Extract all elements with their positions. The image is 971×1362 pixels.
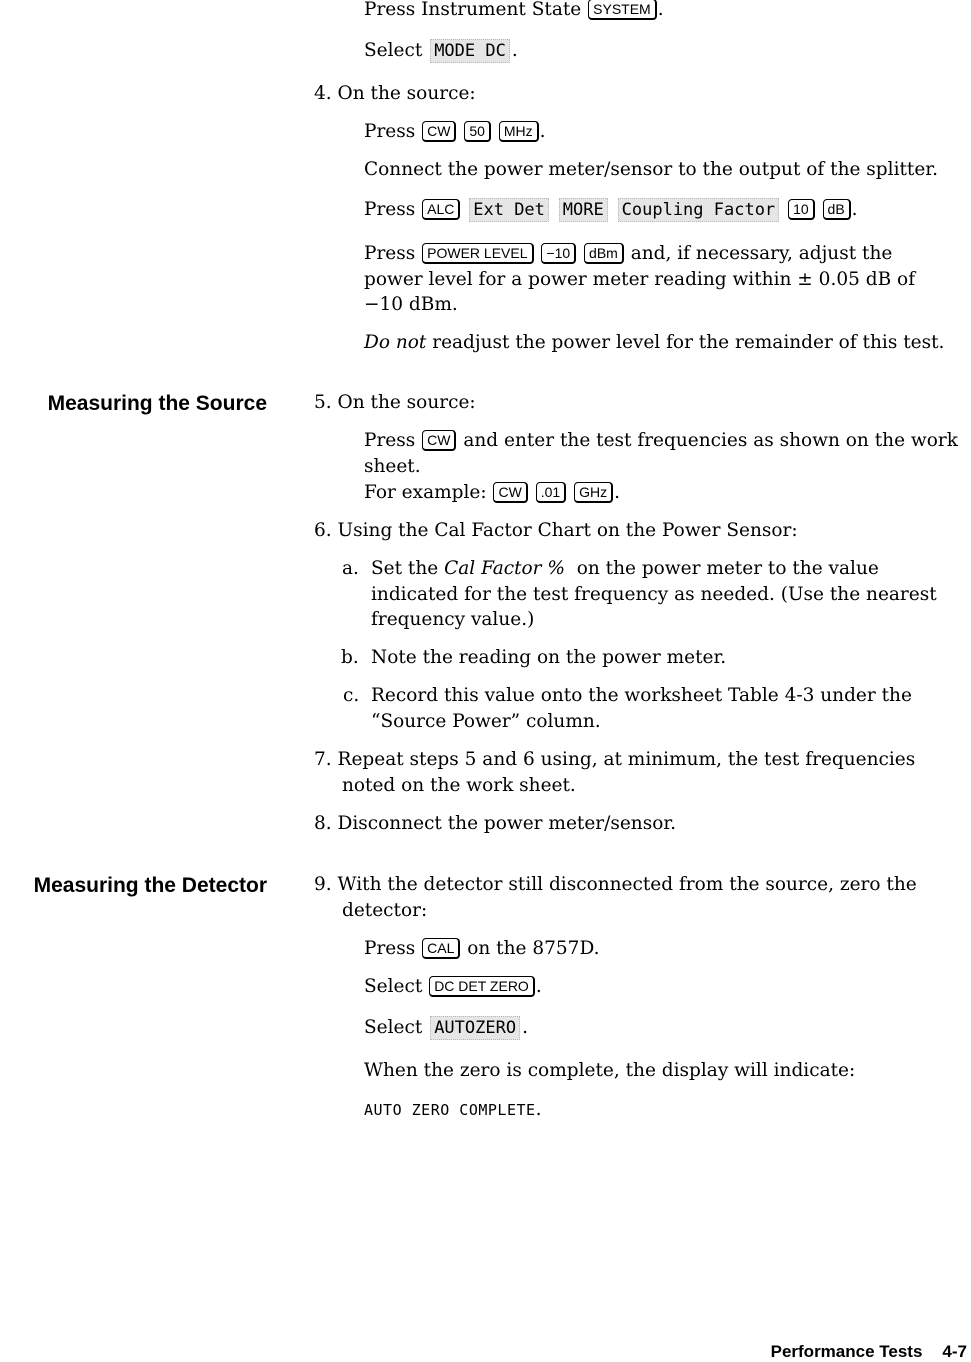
line-press-alc: Press ALC Ext Det MORE Coupling Factor 10 dB . bbox=[364, 199, 858, 220]
point01-key[interactable]: .01 bbox=[536, 482, 566, 503]
step-6c-label: c. bbox=[343, 685, 360, 706]
step-4: 4. On the source: bbox=[314, 83, 476, 104]
cw-key-step5[interactable]: CW bbox=[422, 430, 456, 451]
line-when-complete: When the zero is complete, the display will indicate: bbox=[364, 1060, 856, 1081]
mhz-key[interactable]: MHz bbox=[499, 121, 539, 142]
line-power-level-reading: power level for a power meter reading within ± 0.05 dB of bbox=[364, 269, 916, 290]
line-select-autozero: Select AUTOZERO . bbox=[364, 1017, 528, 1038]
step-6a-line3: frequency value.) bbox=[371, 609, 535, 630]
line-minus10-dbm: −10 dBm. bbox=[364, 294, 458, 315]
step-6a-label: a. bbox=[342, 558, 359, 579]
cal-key[interactable]: CAL bbox=[422, 938, 460, 959]
line-press-cw-50-mhz: Press CW 50 MHz . bbox=[364, 121, 546, 142]
line-select-dc-det-zero: Select DC DET ZERO . bbox=[364, 976, 542, 997]
line-do-not-readjust: Do not readjust the power level for the remainder of this test. bbox=[364, 332, 945, 353]
power-level-key[interactable]: POWER LEVEL bbox=[422, 243, 533, 264]
line-press-cw-enter: Press CW and enter the test frequencies as shown on the work bbox=[364, 430, 958, 451]
heading-measuring-detector: Measuring the Detector bbox=[33, 874, 267, 897]
alc-key[interactable]: ALC bbox=[422, 199, 460, 220]
step-6a-line1: Set the Cal Factor % on the power meter to the value bbox=[371, 558, 879, 579]
line-sheet: sheet. bbox=[364, 456, 421, 477]
page-footer bbox=[771, 1342, 967, 1362]
step-6c-line2: “Source Power” column. bbox=[371, 711, 601, 732]
line-press-cal: Press CAL on the 8757D. bbox=[364, 938, 600, 959]
dc-det-zero-key[interactable]: DC DET ZERO bbox=[429, 976, 535, 997]
coupling-factor-softkey[interactable]: Coupling Factor bbox=[618, 198, 780, 222]
dbm-key[interactable]: dBm bbox=[584, 243, 624, 264]
display-message: AUTO ZERO COMPLETE bbox=[364, 1101, 536, 1119]
db-key[interactable]: dB bbox=[823, 199, 851, 220]
step-6a-line2: indicated for the test frequency as needed. (Use the nearest bbox=[371, 584, 937, 605]
50-key[interactable]: 50 bbox=[464, 121, 491, 142]
ext-det-softkey[interactable]: Ext Det bbox=[469, 198, 549, 222]
step-8: 8. Disconnect the power meter/sensor. bbox=[314, 813, 677, 834]
heading-measuring-source: Measuring the Source bbox=[47, 392, 267, 415]
step-5: 5. On the source: bbox=[314, 392, 476, 413]
ghz-key[interactable]: GHz bbox=[574, 482, 613, 503]
line-display-message: AUTO ZERO COMPLETE. bbox=[364, 1099, 542, 1120]
more-softkey[interactable]: MORE bbox=[559, 198, 608, 222]
cw-key[interactable]: CW bbox=[422, 121, 456, 142]
step-7: 7. Repeat steps 5 and 6 using, at minimum, the test frequencies bbox=[314, 749, 916, 770]
step-6b-text: Note the reading on the power meter. bbox=[371, 647, 727, 668]
step-9-line2: detector: bbox=[342, 900, 428, 921]
footer-title: Performance Tests bbox=[770, 1342, 923, 1361]
mode-dc-softkey[interactable]: MODE DC bbox=[430, 39, 510, 63]
footer-page-number: 4-7 bbox=[942, 1342, 967, 1361]
line-for-example: For example: CW .01 GHz . bbox=[364, 482, 620, 503]
autozero-softkey[interactable]: AUTOZERO bbox=[430, 1016, 520, 1040]
cw-key-example[interactable]: CW bbox=[493, 482, 527, 503]
step-6: 6. Using the Cal Factor Chart on the Power Sensor: bbox=[314, 520, 798, 541]
system-key[interactable]: SYSTEM bbox=[588, 0, 657, 20]
line-select-mode-dc: Select MODE DC . bbox=[364, 40, 518, 61]
step-9: 9. With the detector still disconnected from the source, zero the bbox=[314, 874, 917, 895]
10-key[interactable]: 10 bbox=[788, 199, 815, 220]
step-7-line2: noted on the work sheet. bbox=[342, 775, 576, 796]
minus10-key[interactable]: −10 bbox=[541, 243, 576, 264]
step-6b-label: b. bbox=[341, 647, 359, 668]
line-connect: Connect the power meter/sensor to the output of the splitter. bbox=[364, 159, 938, 180]
line-instrument-state: Press Instrument State SYSTEM . bbox=[364, 0, 664, 20]
line-press-power-level: Press POWER LEVEL −10 dBm and, if necessary, adjust the bbox=[364, 243, 893, 264]
step-6c-line1: Record this value onto the worksheet Table 4-3 under the bbox=[371, 685, 912, 706]
